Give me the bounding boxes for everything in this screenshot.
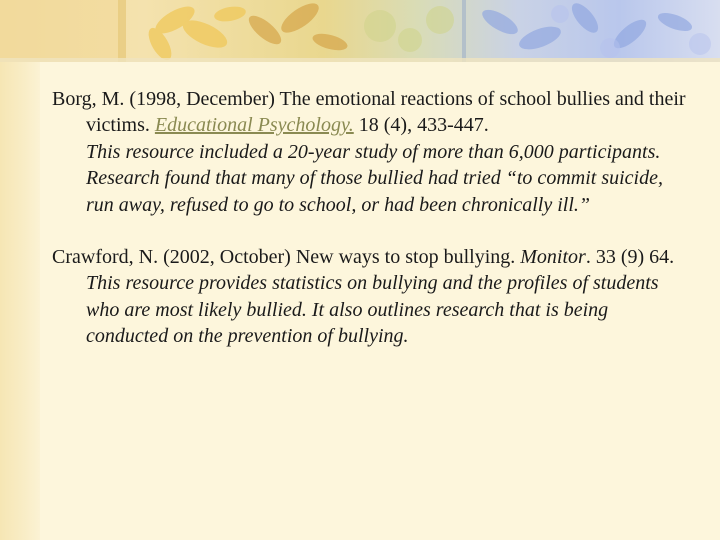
reference-authors-title: Borg, M. (1998, December) The emotional reactions of school bullies and their victims. bbox=[52, 88, 686, 137]
reference-volume: . 33 (9) 64. bbox=[585, 246, 675, 269]
reference-item bbox=[52, 86, 692, 218]
reference-citation bbox=[52, 86, 692, 139]
journal-title: Monitor bbox=[520, 246, 586, 269]
left-decorative-band bbox=[0, 0, 40, 540]
reference-annotation: This resource provides statistics on bullying and the profiles of students who are most likely bullied. It also outlines research that is being conducted on the prevention of bullying. bbox=[86, 272, 659, 348]
references-content bbox=[52, 86, 692, 350]
reference-annotation: This resource included a 20-year study of more than 6,000 participants. Research found that many of those bullied had tried “to commit suicide, run away, refused to go to school, or had been chronically ill.” bbox=[86, 140, 663, 216]
reference-authors-title: Crawford, N. (2002, October) New ways to stop bullying. bbox=[52, 246, 521, 269]
floral-banner bbox=[0, 0, 720, 62]
reference-item bbox=[52, 244, 692, 350]
reference-citation bbox=[52, 244, 692, 270]
reference-volume: 18 (4), 433-447. bbox=[353, 114, 489, 137]
journal-link[interactable]: Educational Psychology. bbox=[154, 114, 354, 137]
floral-art bbox=[0, 0, 720, 62]
